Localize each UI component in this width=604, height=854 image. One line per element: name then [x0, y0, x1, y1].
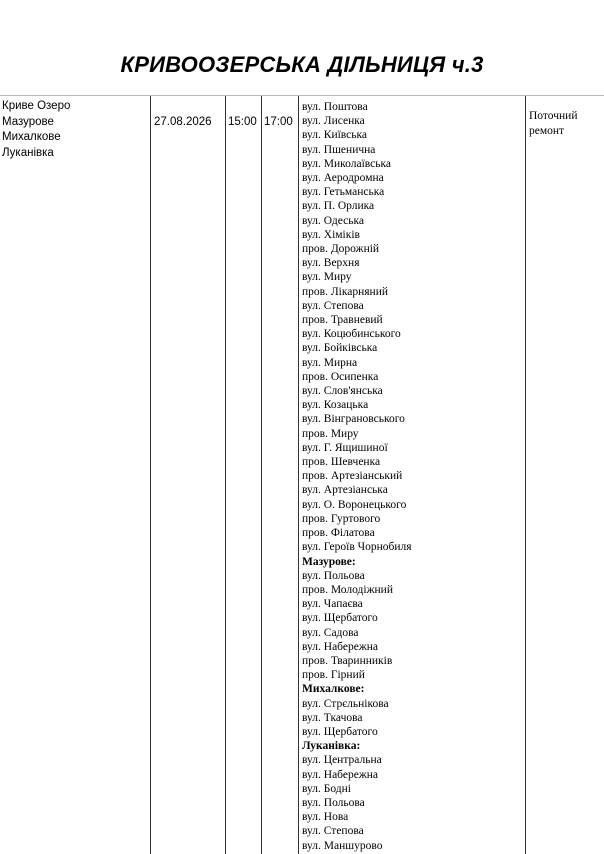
street-item: пров. Гірний [302, 669, 365, 682]
table-top-border [0, 95, 604, 96]
street-item: вул. Набережна [302, 768, 379, 781]
street-item: вул. Маншурово [302, 839, 383, 852]
street-item: вул. Хіміків [302, 228, 360, 241]
street-item: пров. Гуртового [302, 512, 381, 525]
street-item: вул. Ткачова [302, 711, 363, 724]
street-item: вул. Степова [302, 825, 364, 838]
work-type-cell [529, 109, 577, 138]
street-item: вул. Пшенична [302, 143, 376, 156]
street-item: вул. Коцюбинського [302, 328, 401, 341]
street-item: вул. Нова [302, 811, 349, 824]
time-from: 15:00 [228, 116, 257, 128]
street-item: вул. Вінграновського [302, 413, 405, 426]
street-item: пров. Дорожній [302, 243, 380, 256]
street-item: вул. О. Воронецького [302, 498, 407, 511]
street-item: вул. Київська [302, 129, 368, 142]
street-item: пров. Артезіанський [302, 470, 403, 483]
street-item: вул. Польова [302, 569, 365, 582]
settlement-name: Луканівка [2, 146, 54, 159]
settlement-header: Михалкове: [302, 683, 365, 696]
street-item: вул. Гетьманська [302, 186, 385, 199]
street-item: вул. Одеська [302, 214, 365, 227]
street-item: вул. Центральна [302, 754, 382, 767]
street-item: вул. Г. Ящишиної [302, 441, 388, 454]
column-divider [225, 96, 226, 854]
street-item: вул. Лисенка [302, 115, 365, 128]
street-item: вул. П. Орлика [302, 200, 375, 213]
street-item: вул. Миру [302, 271, 352, 284]
street-item: пров. Шевченка [302, 456, 381, 469]
settlement-name: Михалкове [2, 131, 61, 143]
street-item: вул. Героїв Чорнобиля [302, 541, 412, 554]
street-item: вул. Набережна [302, 640, 379, 653]
street-item: пров. Осипенка [302, 370, 379, 383]
street-item: вул. Поштова [302, 101, 368, 113]
settlement-header: Мазурове: [302, 555, 356, 568]
street-item: вул. Щербатого [302, 612, 378, 625]
page-title: КРИВООЗЕРСЬКА ДІЛЬНИЦЯ ч.3 [120, 52, 484, 77]
settlement-name: Мазурове [2, 115, 54, 128]
street-item: вул. Миколаївська [302, 157, 392, 170]
time-to: 17:00 [264, 116, 293, 128]
street-item: вул. Верхня [302, 257, 360, 270]
column-divider [261, 96, 262, 854]
street-item: вул. Бойківська [302, 342, 378, 355]
street-item: вул. Чапаєва [302, 598, 363, 611]
street-item: вул. Степова [302, 299, 364, 312]
street-item: пров. Миру [302, 427, 359, 440]
street-item: вул. Слов'янська [302, 385, 383, 398]
column-divider [298, 96, 299, 854]
street-item: вул. Стрєльнікова [302, 697, 389, 710]
street-item: вул. Козацька [302, 399, 369, 412]
street-item: вул. Бодні [302, 782, 351, 795]
street-item: пров. Тваринників [302, 654, 393, 667]
street-item: пров. Молодіжний [302, 583, 393, 596]
street-item: вул. Артезіанська [302, 484, 388, 497]
street-item: вул. Аеродромна [302, 172, 384, 185]
settlement-name: Криве Озеро [2, 100, 71, 112]
work-type-line: Поточний [529, 110, 578, 122]
column-divider [150, 96, 151, 854]
settlement-header: Луканівка: [302, 740, 361, 753]
column-divider [525, 96, 526, 854]
street-item: вул. Польова [302, 796, 365, 809]
work-type-line: ремонт [529, 124, 565, 137]
street-item: вул. Мирна [302, 356, 358, 369]
street-item: вул. Щербатого [302, 725, 378, 738]
settlements-cell [2, 99, 70, 161]
street-item: вул. Садова [302, 626, 359, 639]
street-item: пров. Філатова [302, 527, 375, 540]
street-item: пров. Травневий [302, 314, 383, 327]
street-item: пров. Лікарняний [302, 285, 389, 298]
street-list [302, 100, 412, 853]
outage-date: 27.08.2026 [154, 116, 212, 128]
